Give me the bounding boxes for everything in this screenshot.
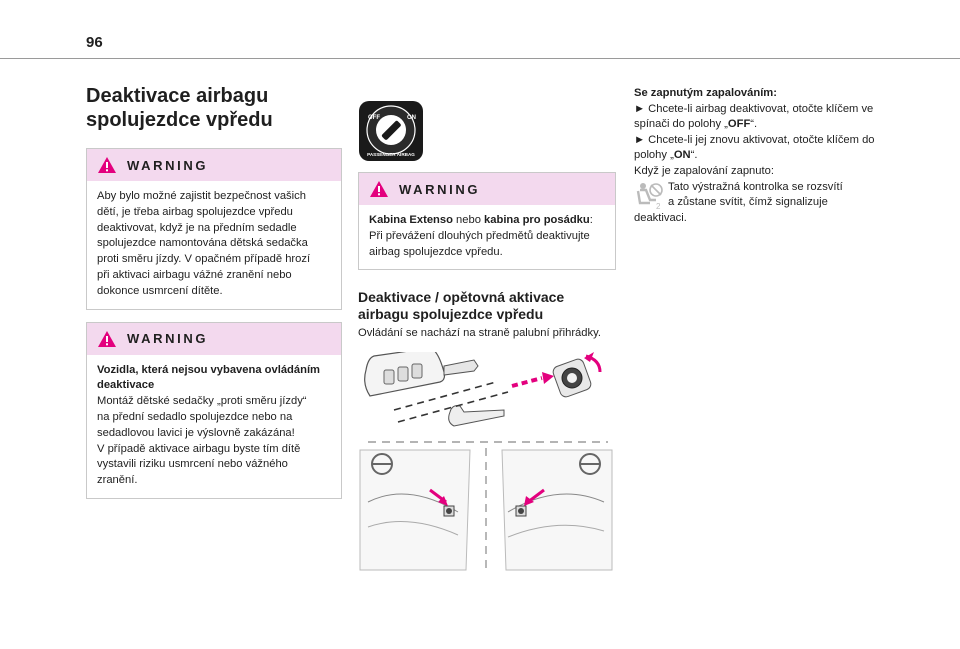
bold-term: kabina pro posádku <box>484 214 590 226</box>
dashboard-right-icon <box>502 450 612 570</box>
warning-triangle-icon <box>97 330 117 348</box>
indicator-line: Tato výstražná kontrolka se rozsvítí <box>668 180 843 193</box>
bold-term: Kabina Extenso <box>369 214 453 226</box>
text-fragment: : <box>589 214 593 226</box>
deactivate-step-cont <box>634 117 894 133</box>
on-position-label: ON <box>673 149 691 162</box>
svg-text:2: 2 <box>656 201 661 211</box>
off-position-label: OFF <box>727 118 751 131</box>
warning-bold-line: deaktivace <box>97 379 155 392</box>
airbag-key-switch-icon <box>358 100 424 162</box>
left-column <box>86 84 342 499</box>
text-fragment: polohy „ <box>634 149 674 162</box>
warning-line: vystavili riziku usmrcení nebo vážného <box>97 458 288 471</box>
warning-box-long-objects <box>358 172 616 270</box>
warning-box-no-deactivation <box>86 322 342 499</box>
warning-line: zranění. <box>97 474 138 487</box>
warning-line: sedadlovou lavici je výslovně zakázána! <box>97 426 295 439</box>
title-line-1: Deaktivace airbagu <box>86 85 269 107</box>
warning-header <box>87 149 341 181</box>
page-number: 96 <box>86 34 103 51</box>
warning-line: airbag spolujezdce vpředu. <box>369 245 503 258</box>
warning-triangle-icon <box>97 156 117 174</box>
warning-text <box>87 355 341 498</box>
warning-line: proti směru jízdy. V opačném případě hrozí <box>97 253 311 266</box>
warning-line: na přední sedadlo spolujezdce nebo na <box>97 410 293 423</box>
switch-on-label: ON <box>407 115 416 121</box>
reactivate-step: ► Chcete-li jej znovu aktivovat, otočte klíčem do <box>634 133 875 146</box>
switch-ring-text: PASSENGER AIRBAG <box>367 152 415 157</box>
indicator-row <box>634 180 894 211</box>
warning-line: Při převážení dlouhých předmětů deaktivujte <box>369 229 590 242</box>
warning-line: při aktivaci airbagu vážné zranění nebo <box>97 268 292 281</box>
text-fragment: nebo <box>452 214 485 226</box>
middle-column <box>358 100 616 577</box>
text-fragment: “. <box>750 118 758 131</box>
title-line-2: spolujezdce vpředu <box>86 109 273 131</box>
switch-off-label: OFF <box>368 115 380 121</box>
section-text: Ovládání se nachází na straně palubní přihrádky. <box>358 327 601 340</box>
warning-text <box>87 181 341 309</box>
warning-header <box>87 323 341 355</box>
section-title-line: airbagu spolujezdce vpředu <box>358 306 544 323</box>
warning-triangle-icon <box>369 180 389 198</box>
reactivate-step-cont <box>634 148 894 164</box>
warning-title: WARNING <box>127 157 209 173</box>
key-blade-icon <box>449 406 504 426</box>
warning-text <box>359 205 615 269</box>
section-title-line: Deaktivace / opětovná aktivace <box>358 289 565 306</box>
ignition-intro: Se zapnutým zapalováním: <box>634 87 777 99</box>
warning-header <box>359 173 615 205</box>
section-title <box>358 289 616 323</box>
warning-line: Montáž dětské sedačky „proti směru jízdy“ <box>97 395 307 408</box>
warning-line: V případě aktivace airbagu byste tím dítě <box>97 442 301 455</box>
warning-title: WARNING <box>399 181 481 197</box>
right-column <box>634 86 894 226</box>
airbag-switch-symbol <box>358 100 424 160</box>
text-fragment: “. <box>690 149 698 162</box>
warning-line: dokonce usmrcení dítěte. <box>97 284 223 297</box>
airbag-off-indicator-icon <box>634 181 668 211</box>
warning-title: WARNING <box>127 331 209 347</box>
warning-box-child-seat <box>86 148 342 310</box>
header-rule <box>0 58 960 59</box>
warning-line: dětí, je třeba airbag spolujezdce vpředu <box>97 205 293 218</box>
ignition-on-text: Když je zapalování zapnuto: <box>634 164 774 177</box>
page-title <box>86 84 342 132</box>
airbag-switch-closeup-icon <box>551 357 592 398</box>
dashboard-left-icon <box>360 450 470 570</box>
airbag-switch-location-illustration <box>358 352 616 572</box>
insert-arrow-icon <box>512 378 542 386</box>
warning-line: Aby bylo možné zajistit bezpečnost vašich <box>97 190 306 202</box>
indicator-line: deaktivaci. <box>634 211 687 224</box>
key-fob-icon <box>365 352 478 396</box>
indicator-text <box>668 180 843 211</box>
warning-line <box>369 213 605 229</box>
deactivate-step: ► Chcete-li airbag deaktivovat, otočte klíčem ve <box>634 102 874 115</box>
warning-line: spolujezdce namontována dětská sedačka <box>97 237 308 250</box>
indicator-line: a zůstane svítit, čímž signalizuje <box>668 196 828 209</box>
warning-bold-line: Vozidla, která nejsou vybavena ovládáním <box>97 363 321 376</box>
warning-line: deaktivovat, když je na předním sedadle <box>97 221 297 234</box>
text-fragment: spínači do polohy „ <box>634 118 728 131</box>
